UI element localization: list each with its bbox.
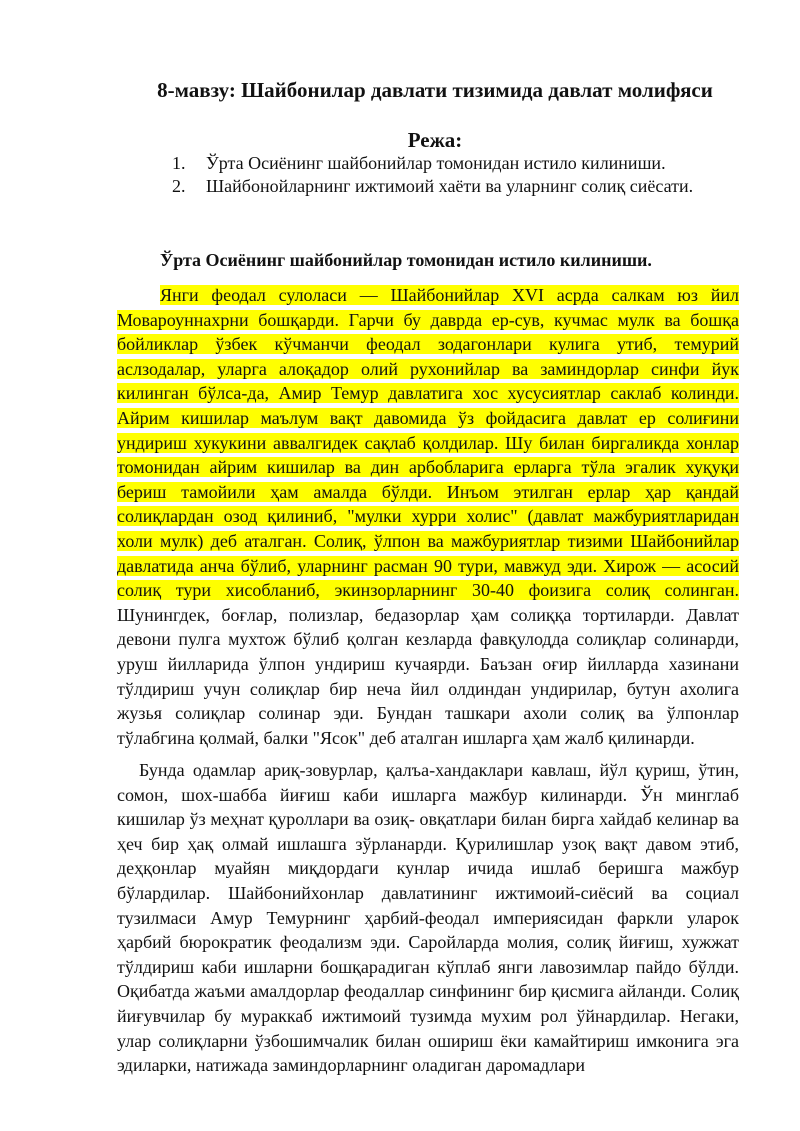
paragraph-1-rest: Шунингдек, боғлар, полизлар, бедазорлар ҳам солиққа тортиларди. Давлат девони пулга мухтож бўлиб қолган кезларда фавқулодда солиқлар солинарди, уруш йилларида ўлпон ундириш кучаярди. Баъзан оғир йилларда хазинани тўлдириш учун солиқлар бир неча йил олдиндан ундирилар, бутун ахолига жузья солиқлар солинар эди. Бундан ташкари ахоли солиқ ва ўлпонлар тўлабгина қолмай, балки "Ясок" деб аталган ишларга ҳам жалб қилинарди. (117, 604, 739, 748)
document-title: 8-мавзу: Шайбонилар давлати тизимида давлат молифяси (157, 78, 713, 102)
paragraph-1 (117, 283, 739, 750)
section-heading: Ўрта Осиёнинг шайбонийлар томонидан истило килиниши. (160, 250, 652, 270)
plan-item-number: 1. (172, 153, 186, 173)
plan-list (172, 152, 693, 198)
plan-item (172, 152, 693, 175)
plan-item (172, 175, 693, 198)
plan-item-text: Ўрта Осиёнинг шайбонийлар томонидан истило килиниши. (206, 153, 666, 173)
paragraph-2: Бунда одамлар ариқ-зовурлар, қалъа-хандаклари кавлаш, йўл қуриш, ўтин, сомон, шох-шабба йиғиш каби ишларга мажбур килинарди. Ўн минглаб кишилар ўз меҳнат қуроллари ва озиқ- овқатлари билан бирга хайдаб келинар ва ҳеч бир ҳақ олмай ишлашга зўрланарди. Қурилишлар узоқ вақт давом этиб, деҳқонлар муайян миқдордаги кунлар ичида ишлаб беришга мажбур бўлардилар. Шайбонийхонлар давлатининг ижтимоий-сиёсий ва социал тузилмаси Амур Темурнинг ҳарбий-феодал империясидан фаркли уларок ҳарбий бюрократик феодализм эди. Саройларда молия, солиқ йиғиш, хужжат тўлдириш каби ишларни бошқарадиган кўплаб янги лавозимлар пайдо бўлди. Оқибатда жаъми амалдорлар феодаллар синфининг бир қисмига айланди. Солиқ йиғувчилар бу мураккаб ижтимоий тузимда мухим рол ўйнардилар. Негаки, улар солиқларни ўзбошимчалик билан ошириш ёки камайтириш имконига эга эдиларки, натижада заминдорларнинг оладиган даромадлари (117, 760, 739, 1076)
highlighted-text: Янги феодал сулоласи — Шайбонийлар XVI асрда салкам юз йил Мовароуннахрни бошқарди. Гарчи бу даврда ер-сув, кучмас мулк ва бошқа бойликлар ўзбек кўчманчи феодал зодагонлари кулига утиб, темурий аслзодалар, уларга алоқадор олий рухонийлар ва заминдорлар синфи йук килинган бўлса-да, Амир Темур давлатига хос хусусиятлар саклаб колинди. Айрим кишилар маълум вақт давомида ўз фойдасига давлат ер солиғини ундириш хукукини аввалгидек сақлаб қолдилар. Шу билан биргаликда хонлар томонидан айрим кишилар ва дин арбобларига ерларга тўла эгалик хуқуқи бериш тамойили ҳам амалда бўлди. Инъом этилган ерлар ҳар қандай солиқлардан озод қилиниб, "мулки хурри холис" (давлат мажбуриятларидан холи мулк) деб аталган. Солиқ, ўлпон ва мажбуриятлар тизими Шайбонийлар давлатида анча бўлиб, уларнинг расман 90 тури, мавжуд эди. Хирож — асосий солиқ тури хисобланиб, экинзорларнинг 30-40 фоизига солиқ солинган. (117, 285, 739, 601)
plan-item-number: 2. (172, 176, 186, 196)
plan-item-text: Шайбонойларнинг ижтимоий хаёти ва уларнинг солиқ сиёсати. (206, 176, 694, 196)
plan-heading: Режа: (407, 128, 463, 152)
